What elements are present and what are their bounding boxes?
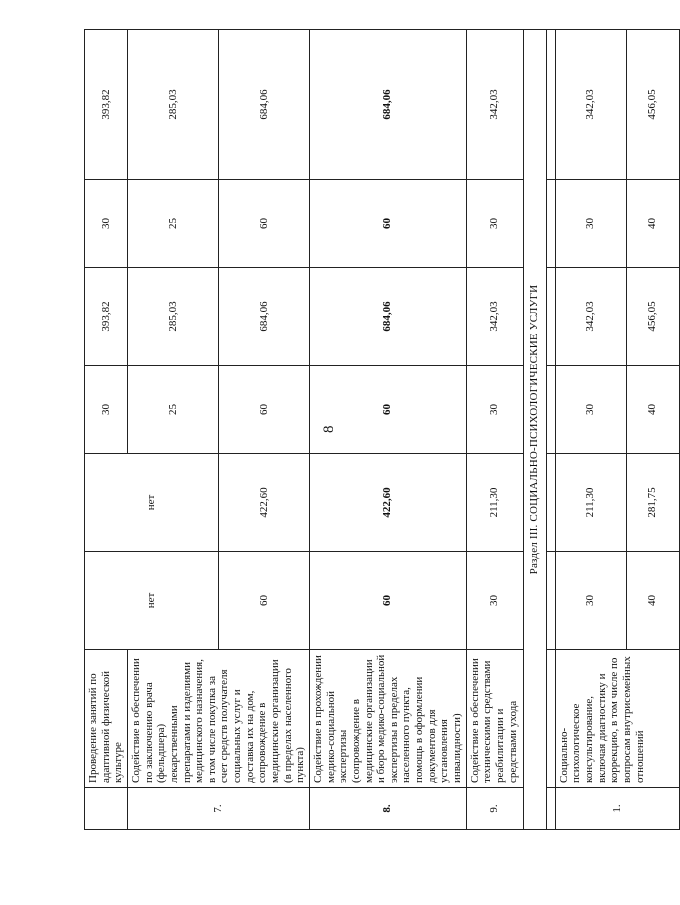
cell-norm-time: 40	[626, 552, 679, 650]
spacer-cell	[546, 180, 555, 268]
cell-price: 211,30	[555, 454, 626, 552]
tariff-table	[84, 29, 680, 830]
spacer-cell	[546, 650, 555, 788]
spacer-cell	[546, 552, 555, 650]
cell-price: 422,60	[218, 454, 309, 552]
cell-norm-time-3: 30	[85, 180, 128, 268]
cell-norm-time-2: 40	[626, 366, 679, 454]
cell-norm-time: 60	[218, 552, 309, 650]
row-number: 1.	[555, 788, 679, 830]
cell-norm-time-3: 30	[555, 180, 626, 268]
service-name: Содействие в обеспечении техническими средствами реабилитации и средствами ухода	[466, 650, 523, 788]
cell-norm-time: 30	[466, 552, 523, 650]
cell-price-3: 393,82	[85, 30, 128, 180]
spacer-row	[546, 30, 555, 830]
cell-price-3: 342,03	[466, 30, 523, 180]
service-name: Содействие в обеспечении по заключению врача (фельдшера) лекарственными препаратами и изделиями медицинского назначения, в том числе покупка за счет средств получателя социальных услуг и доставка их на дом, сопровождение в медицинские организации (в пределах населенного пункта)	[128, 650, 310, 788]
table-row	[85, 30, 128, 830]
spacer-cell	[546, 366, 555, 454]
cell-norm-time-3: 30	[466, 180, 523, 268]
spacer-cell	[546, 268, 555, 366]
cell-price-2: 684,06	[309, 268, 466, 366]
cell-price-3: 684,06	[218, 30, 309, 180]
cell-price-3: 456,05	[626, 30, 679, 180]
service-name: Содействие в прохождении медико-социальной экспертизы (сопровождение в медицинские организации и бюро медико-социальной экспертизы в пределах населенного пункта, помощь в оформлении документов для установления инвалидности)	[309, 650, 466, 788]
cell-norm-time-3: 60	[309, 180, 466, 268]
cell-norm-time-2: 30	[555, 366, 626, 454]
cell-norm-time-3: 60	[218, 180, 309, 268]
cell-price-3: 285,03	[128, 30, 219, 180]
service-name: Проведение занятий по адаптивной физической культуре	[85, 650, 128, 788]
row-number: 8.	[309, 788, 466, 830]
cell-price-2: 342,03	[555, 268, 626, 366]
spacer-cell	[546, 30, 555, 180]
page-number: 8	[321, 425, 337, 433]
cell-norm-time-3: 25	[128, 180, 219, 268]
cell-price: нет	[85, 454, 219, 552]
row-number: 9.	[466, 788, 523, 830]
table-row	[128, 30, 219, 830]
cell-price: 281,75	[626, 454, 679, 552]
spacer-cell	[546, 454, 555, 552]
row-number	[85, 788, 128, 830]
cell-price-3: 684,06	[309, 30, 466, 180]
section-header-row	[523, 30, 546, 830]
service-name: Социально-психологическое консультирование, включая диагностику и коррекцию, в том числе по вопросам внутрисемейных отношений	[555, 650, 679, 788]
tariff-table-sheet	[84, 30, 659, 830]
spacer-cell	[546, 788, 555, 830]
cell-norm-time-2: 60	[218, 366, 309, 454]
cell-norm-time: 60	[309, 552, 466, 650]
cell-price-3: 342,03	[555, 30, 626, 180]
table-row	[309, 30, 466, 830]
table-row	[555, 30, 626, 830]
cell-price: 422,60	[309, 454, 466, 552]
row-number: 7.	[128, 788, 310, 830]
cell-price-2: 456,05	[626, 268, 679, 366]
cell-norm-time-2: 30	[466, 366, 523, 454]
cell-norm-time-2: 60	[309, 366, 466, 454]
cell-price: 211,30	[466, 454, 523, 552]
cell-norm-time: нет	[85, 552, 219, 650]
cell-norm-time-2: 25	[128, 366, 219, 454]
cell-price-2: 285,03	[128, 268, 219, 366]
cell-norm-time-3: 40	[626, 180, 679, 268]
table-row	[466, 30, 523, 830]
cell-price-2: 342,03	[466, 268, 523, 366]
cell-norm-time: 30	[555, 552, 626, 650]
cell-price-2: 393,82	[85, 268, 128, 366]
section-title: Раздел III. СОЦИАЛЬНО-ПСИХОЛОГИЧЕСКИЕ УСЛУГИ	[523, 30, 546, 830]
cell-price-2: 684,06	[218, 268, 309, 366]
cell-norm-time-2: 30	[85, 366, 128, 454]
